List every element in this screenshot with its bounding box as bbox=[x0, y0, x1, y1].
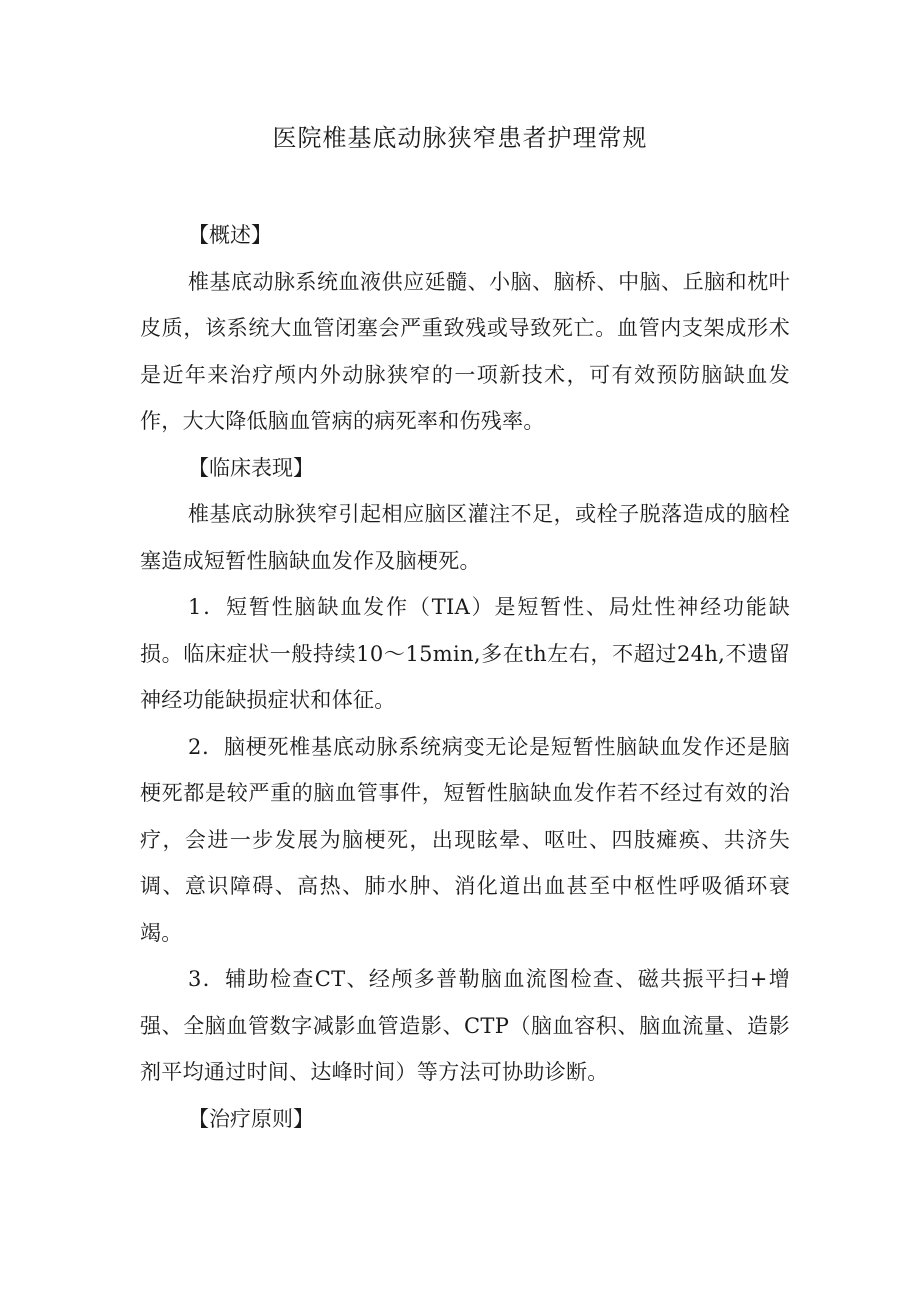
clinical-paragraph-intro: 椎基底动脉狭窄引起相应脑区灌注不足，或栓子脱落造成的脑栓塞造成短暂性脑缺血发作及脑梗死。 bbox=[140, 502, 790, 573]
section-heading-clinical: 【临床表现】 bbox=[188, 455, 314, 480]
clinical-paragraph-diagnostics: 3．辅助检查CT、经颅多普勒脑血流图检查、磁共振平扫+增强、全脑血管数字减影血管造影、CTP（脑血容积、脑血流量、造影剂平均通过时间、达峰时间）等方法可协助诊断。 bbox=[140, 967, 790, 1084]
clinical-paragraph-infarction: 2．脑梗死椎基底动脉系统病变无论是短暂性脑缺血发作还是脑梗死都是较严重的脑血管事件，短暂性脑缺血发作若不经过有效的治疗，会进一步发展为脑梗死，出现眩晕、呕吐、四肢瘫痪、共济失调、意识障碍、高热、肺水肿、消化道出血甚至中枢性呼吸循环衰竭。 bbox=[140, 734, 790, 945]
overview-paragraph: 椎基底动脉系统血液供应延髓、小脑、脑桥、中脑、丘脑和枕叶皮质，该系统大血管闭塞会严重致残或导致死亡。血管内支架成形术是近年来治疗颅内外动脉狭窄的一项新技术，可有效预防脑缺血发作，大大降低脑血管病的病死率和伤残率。 bbox=[140, 269, 790, 433]
document-body bbox=[140, 212, 790, 1142]
document-title: 医院椎基底动脉狭窄患者护理常规 bbox=[272, 124, 648, 152]
section-heading-overview: 【概述】 bbox=[188, 223, 272, 247]
section-heading-treatment: 【治疗原则】 bbox=[188, 1106, 314, 1131]
clinical-paragraph-tia: 1．短暂性脑缺血发作（TIA）是短暂性、局灶性神经功能缺损。临床症状一般持续10～15min,多在th左右，不超过24h,不遗留神经功能缺损症状和体征。 bbox=[140, 595, 790, 712]
